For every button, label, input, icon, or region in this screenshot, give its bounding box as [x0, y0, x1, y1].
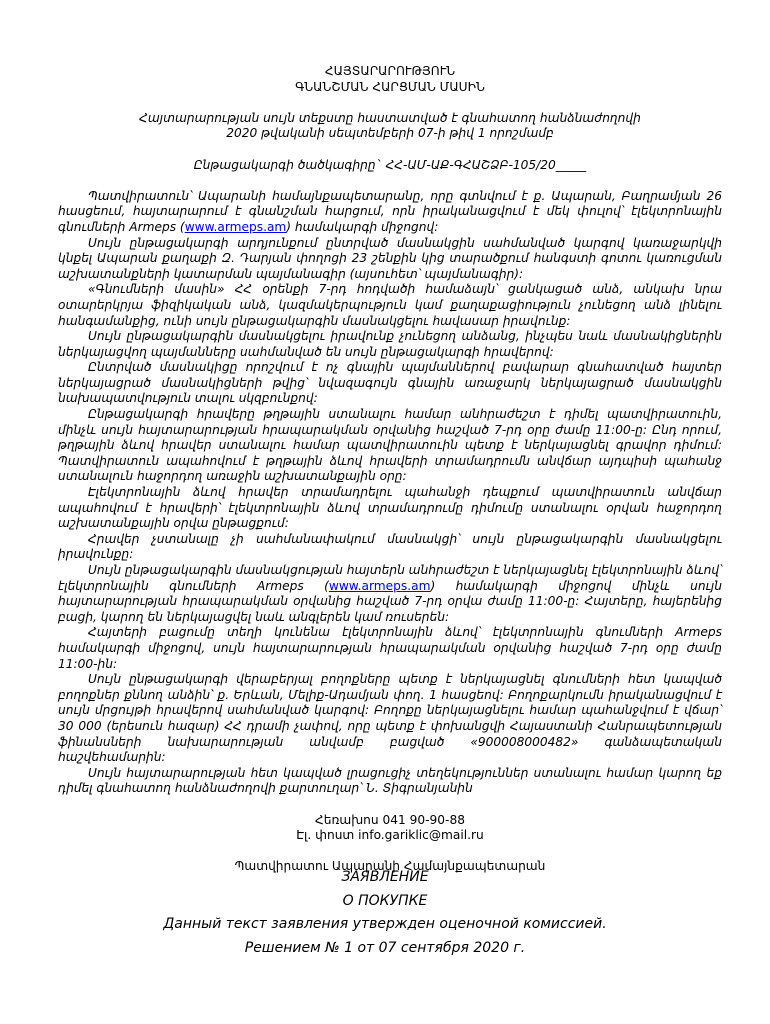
contact-email: Էլ. փոստ info.gariklic@mail.ru	[296, 828, 484, 843]
doc-subtitle: ԳՆԱՆՇՄԱՆ ՀԱՐՑՄԱՆ ՄԱՍԻՆ	[295, 79, 485, 94]
document-page	[58, 64, 722, 875]
ru-title: ЗАЯВЛЕНИЕ	[341, 869, 429, 885]
ru-subtitle: О ПОКУПКЕ	[342, 892, 428, 909]
paragraph-5: Ընտրված մասնակիցը որոշվում է ոչ գնային պայմաններով բավարար գնահատված հայտեր ներկայացրած մասնակիցների թվից՝ նվազագույն գնային առաջարկ ներկայացրած մասնակցին նախապատվություն տալու սկզբունքով:	[58, 360, 722, 406]
paragraph-7: Էլեկտրոնային ձևով հրավեր տրամադրելու պահանջի դեպքում պատվիրատուն անվճար ապահովում է հրավերի՝ էլեկտրոնային ձևով տրամադրումը դիմումը ստանալու օրվան հաջորդող աշխատանքային օրվա ընթացքում:	[58, 485, 722, 531]
procedure-code: Ընթացակարգի ծածկագիրը` ՀՀ-ԱՄ-ԱՔ-ԳՀԱՇՁԲ-105/20_____	[193, 157, 587, 172]
doc-title: ՀԱՅՏԱՐԱՐՈՒԹՅՈՒՆ	[324, 64, 456, 78]
ru-decision: Решением № 1 от 07 сентября 2020 г.	[244, 939, 526, 956]
paragraph-8: Հրավեր չստանալը չի սահմանափակում մասնակցի՝ սույն ընթացակարգին մասնակցելու իրավունքը:	[58, 531, 722, 562]
armeps-link-2[interactable]: www.armeps.am	[328, 578, 431, 593]
paragraph-2: Սույն ընթացակարգի արդյունքում ընտրված մասնակցին սահմանված կարգով կառաջարկվի կնքել Ապարան քաղաքի Զ. Դարյան փողոցի 23 շենքին կից տարածքում հանգստի գոտու կառուցման աշխատանքների կատարման պայմանագիր (այսուհետ՝ պայմանագիր):	[58, 235, 722, 281]
paragraph-6: Ընթացակարգի հրավերը թղթային ստանալու համար անհրաժեշտ է դիմել պատվիրատուին, մինչև սույն հայտարարության հրապարակման օրվանից հաշված 7-րդ օրը ժամը 11:00-ը: Ընդ որում, թղթային ձևով հրավեր ստանալու համար պատվիրատուին պետք է ներկայացնել գրավոր դիմում: Պատվիրատուն ապահովում է թղթային ձևով հրավերի տրամադրումն անվճար այդպիսի պահանջ ստանալուն հաջորդող առաջին աշխատանքային օրը:	[58, 407, 722, 484]
approval-line-1: Հայտարարության սույն տեքստը հաստատված է գնահատող հանձնաժողովի	[139, 110, 641, 125]
paragraph-3: «Գնումների մասին» ՀՀ օրենքի 7-րդ հոդվածի համաձայն՝ ցանկացած անձ, անկախ նրա օտարերկրյա ֆիզիկական անձ, կազմակերպություն կամ քաղաքացիություն չունեցող անձ լինելու հանգամանքից, ունի սույն ընթացակարգին մասնակցելու հավասար իրավունք:	[58, 282, 722, 328]
approval-line-2: 2020 թվականի սեպտեմբերի 07-ի թիվ 1 որոշմամբ	[226, 126, 554, 141]
ru-approval-text: Данный текст заявления утвержден оценочной комиссией.	[163, 916, 607, 932]
russian-section	[0, 866, 770, 960]
paragraph-1: Պատվիրատուն՝ Ապարանի համայնքապետարանը, որը գտնվում է ք. Ապարան, Բաղրամյան 26 հասցեում, հայտարարում է գնանշման հարցում, որն իրականացվում է մեկ փուլով՝ էլեկտրոնային գնումների Armeps (www.armeps.am) համակարգի միջոցով:	[58, 188, 722, 234]
paragraph-12: Սույն հայտարարության հետ կապված լրացուցիչ տեղեկություններ ստանալու համար կարող եք դիմել գնահատող հանձնաժողովի քարտուղար՝ Ն. Տիգրանյանին	[58, 765, 722, 796]
paragraph-10: Հայտերի բացումը տեղի կունենա էլեկտրոնային ձևով՝ էլեկտրոնային գնումների Armeps համակարգի միջոցով, սույն հայտարարության հրապարակման օրվանից հաշված 7-րդ օրը ժամը 11:00-ին:	[58, 625, 722, 671]
paragraph-4: Սույն ընթացակարգին մասնակցելու իրավունք չունեցող անձանց, ինչպես նաև մասնակիցներին ներկայացվող պայմանները սահմանված են սույն ընթացակարգի հրավերով:	[58, 329, 722, 359]
paragraph-11: Սույն ընթացակարգի վերաբերյալ բողոքները պետք է ներկայացնել գնումների հետ կապված բողոքներ քննող անձին՝ ք. Երևան, Մելիք-Ադամյան փող. 1 հասցեով: Բողոքարկումն իրականացվում է սույն մրցույթի հրավերով սահմանված կարգով: Բողոքը ներկայացնելու համար պահանջվում է վճար՝ 30 000 (երեսուն հազար) ՀՀ դրամի չափով, որը պետք է փոխանցվի Հայաստանի Հանրապետության ֆինանսների նախարարության անվամբ բացված «900008000482» գանձապետական հաշվեհամարին:	[58, 672, 722, 765]
armeps-link[interactable]: www.armeps.am	[184, 219, 287, 234]
paragraph-9: Սույն ընթացակարգին մասնակցության հայտերն անհրաժեշտ է ներկայացնել էլեկտրոնային ձևով՝ էլեկտրոնային գնումների Armeps (www.armeps.am) համակարգի միջոցով մինչև սույն հայտարարության հրապարակման օրվանից հաշված 7-րդ օրվա ժամը 11:00-ը: Հայտերը, հայերենից բացի, կարող են ներկայացվել նաև անգլերեն կամ ռուսերեն:	[58, 563, 722, 624]
customer-signature: Պատվիրատու Ապարանի Համայնքապետարան	[234, 859, 546, 874]
contact-phone: Հեռախոս 041 90-90-88	[315, 812, 465, 827]
